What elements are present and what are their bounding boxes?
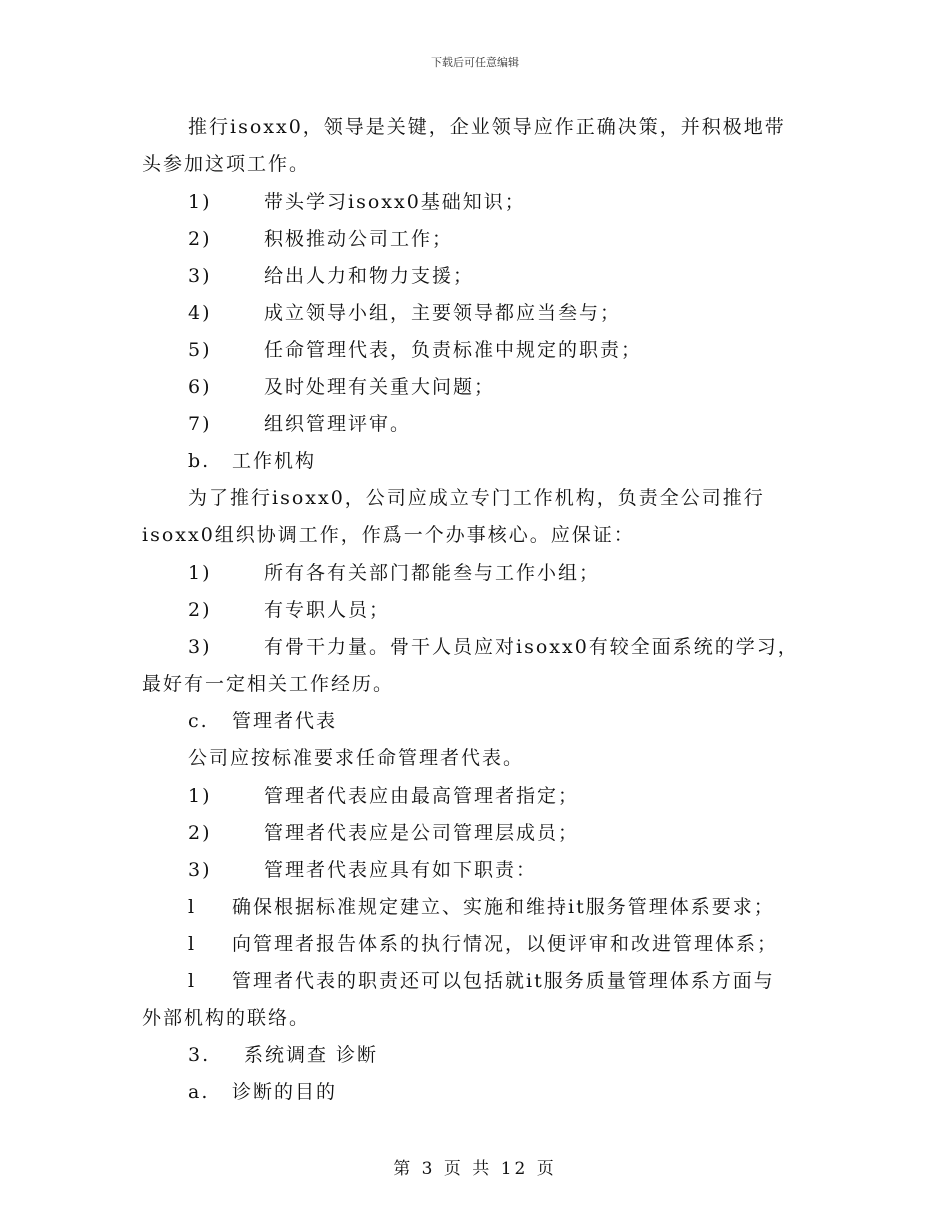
text-line bbox=[188, 227, 453, 251]
list-marker: 3) bbox=[188, 636, 212, 658]
list-item-text: 任命管理代表，负责标准中规定的职责； bbox=[264, 339, 643, 361]
text-line bbox=[142, 152, 310, 176]
list-item-text: 给出人力和物力支援； bbox=[264, 265, 475, 287]
line-text: 外部机构的联络。 bbox=[142, 1007, 311, 1029]
text-line bbox=[188, 338, 642, 362]
text-line bbox=[188, 561, 600, 585]
text-line bbox=[188, 449, 316, 473]
text-line bbox=[188, 115, 786, 139]
list-marker: 3) bbox=[188, 265, 212, 287]
list-marker: l bbox=[188, 896, 197, 918]
line-text: 公司应按标准要求任命管理者代表。 bbox=[188, 747, 525, 769]
list-item-text: 管理者代表 bbox=[232, 710, 338, 732]
list-marker: l bbox=[188, 933, 197, 955]
text-line bbox=[188, 375, 495, 399]
list-marker: 3. bbox=[188, 1044, 211, 1066]
text-line bbox=[188, 190, 526, 214]
list-item-text: 向管理者报告体系的执行情况，以便评审和改进管理体系； bbox=[232, 933, 779, 955]
list-item-text: 成立领导小组，主要领导都应当叁与； bbox=[264, 302, 622, 324]
list-marker: 1) bbox=[188, 191, 212, 213]
text-line bbox=[142, 523, 635, 547]
list-item-text: 有骨干力量。骨干人员应对isoxx0有较全面系统的学习， bbox=[264, 636, 799, 658]
list-item-text: 积极推动公司工作； bbox=[264, 228, 454, 250]
list-item-text: 所有各有关部门都能叁与工作小组； bbox=[264, 562, 601, 584]
list-item-text: 诊断的目的 bbox=[232, 1081, 338, 1103]
list-marker: 4) bbox=[188, 302, 212, 324]
line-text: 头参加这项工作。 bbox=[142, 153, 311, 175]
text-line bbox=[188, 895, 775, 919]
page-footer: 第 3 页 共 12 页 bbox=[393, 1159, 557, 1179]
list-marker: 6) bbox=[188, 376, 212, 398]
list-item-text: 有专职人员； bbox=[264, 599, 391, 621]
list-marker: 7) bbox=[188, 413, 212, 435]
list-marker: 2) bbox=[188, 599, 212, 621]
list-marker: 1) bbox=[188, 785, 212, 807]
list-item-text: 及时处理有关重大问题； bbox=[264, 376, 496, 398]
line-text: 推行isoxx0，领导是关键，企业领导应作正确决策，并积极地带 bbox=[188, 116, 786, 138]
list-item-text: 管理者代表应由最高管理者指定； bbox=[264, 785, 580, 807]
list-marker: 1) bbox=[188, 562, 212, 584]
text-line bbox=[188, 821, 579, 845]
line-text: 为了推行isoxx0，公司应成立专门工作机构，负责全公司推行 bbox=[188, 487, 765, 509]
line-text: 最好有一定相关工作经历。 bbox=[142, 673, 395, 695]
text-line bbox=[188, 598, 390, 622]
list-marker: 3) bbox=[188, 859, 212, 881]
list-item-text: 工作机构 bbox=[232, 450, 317, 472]
text-line bbox=[188, 784, 579, 808]
text-line bbox=[188, 1043, 378, 1067]
list-marker: c. bbox=[188, 710, 209, 732]
list-item-text: 管理者代表应具有如下职责： bbox=[264, 859, 538, 881]
list-item-text: 确保根据标准规定建立、实施和维持it服务管理体系要求； bbox=[232, 896, 775, 918]
text-line bbox=[188, 746, 524, 770]
list-item-text: 管理者代表应是公司管理层成员； bbox=[264, 822, 580, 844]
list-item-text: 组织管理评审。 bbox=[264, 413, 412, 435]
text-line bbox=[188, 301, 621, 325]
text-line bbox=[188, 486, 765, 510]
list-item-text: 带头学习isoxx0基础知识； bbox=[264, 191, 526, 213]
text-line bbox=[188, 1080, 337, 1104]
text-line bbox=[188, 709, 337, 733]
text-line bbox=[188, 635, 799, 659]
text-line bbox=[188, 264, 474, 288]
page-header: 下载后可任意编辑 bbox=[431, 56, 519, 69]
list-marker: b. bbox=[188, 450, 211, 472]
list-item-text: 系统调查 诊断 bbox=[244, 1044, 379, 1066]
list-marker: 5) bbox=[188, 339, 212, 361]
text-line bbox=[142, 672, 394, 696]
text-line bbox=[188, 858, 537, 882]
list-marker: l bbox=[188, 970, 197, 992]
list-item-text: 管理者代表的职责还可以包括就it服务质量管理体系方面与 bbox=[232, 970, 775, 992]
text-line bbox=[142, 1006, 310, 1030]
text-line bbox=[188, 969, 775, 993]
list-marker: 2) bbox=[188, 228, 212, 250]
list-marker: a. bbox=[188, 1081, 210, 1103]
text-line bbox=[188, 412, 411, 436]
line-text: isoxx0组织协调工作，作爲一个办事核心。应保证： bbox=[142, 524, 635, 546]
list-marker: 2) bbox=[188, 822, 212, 844]
text-line bbox=[188, 932, 778, 956]
